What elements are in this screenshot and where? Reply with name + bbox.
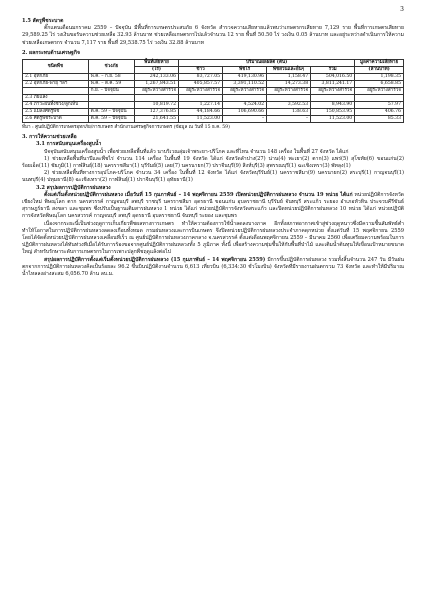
cell: 138.63: [267, 109, 311, 116]
table-row: [23, 109, 404, 116]
section-2-title: 2. ผลกระทบด้านเศรษฐกิจ: [22, 49, 80, 56]
cell: 2.1 อุทกภัย: [23, 74, 89, 81]
unit-total: รวม: [311, 67, 355, 74]
cell: 2.3 ภัยแล้ง: [23, 95, 89, 102]
cell: พ.ค. – ต.ค. 59: [88, 81, 134, 88]
cell: 8,943.90: [311, 102, 355, 109]
table-row: [23, 95, 404, 102]
section-3-1-item-1: 1) ช่วยเหลือพื้นที่นาปีและพืชไร่ จำนวน 114 เครื่อง ในพื้นที่ 19 จังหวัด ได้แก่ จังหวัดลำปาง(27) น่าน(4) พะเยา(2) ตาก(3) แพร่(5) สุโขทัย(6) ขอนแก่น(2) ร้อยเอ็ด(11) ชัยภูมิ(1) กาฬสินธุ์(18) นครราชสีมา(1) บุรีรัมย์(5) เลย(7) นครนายก(7) ปราจีนบุรี(9) สิงห์บุรี(3) สุพรรณบุรี(1) ฉะเชิงเทรา(3) พัทลุง(1): [22, 155, 404, 170]
section-3-1-paragraph: ปัจจุบันสนับสนุนเครื่องสูบน้ำ เพื่อช่วยเหลือพื้นที่แล้ว นาบริเวณลุ่มเจ้าพระยา-ปริโภค และที่ไหน จำนวน 148 เครื่อง ในพื้นที่ 27 จังหวัด ได้แก่: [44, 148, 349, 155]
cell: อยู่ระหว่างสำรวจ: [267, 88, 311, 95]
cell: –: [267, 116, 311, 123]
cell: ต.ค. 59 – ปัจจุบัน: [88, 116, 134, 123]
section-3-2-title: 3.2 สรุปผลการปฏิบัติการฝนหลวง: [36, 184, 111, 191]
cell: ก.ย. – ปัจจุบัน: [88, 88, 134, 95]
cell: 419,130.96: [223, 74, 267, 81]
cell: อยู่ระหว่างสำรวจ: [223, 88, 267, 95]
cell: [88, 102, 134, 109]
cell: พ.ค. – ก.ย. 58: [88, 74, 134, 81]
cell: 2.4 ภาวะฝนทิ้งช่วง/ลูกเห็บ: [23, 102, 89, 109]
header-output: ปริมาณผลผลิต (ตัน): [179, 60, 355, 67]
section-3-2-paragraph-1: [22, 192, 404, 221]
cell: 1,267,843.51: [134, 81, 178, 88]
cell: ต.ค. 59 – ปัจจุบัน: [88, 109, 134, 116]
cell: 406.76: [355, 109, 404, 116]
table-row: [23, 102, 404, 109]
unit-horticulture: พืชสวนและอื่นๆ: [267, 67, 311, 74]
cell: 44,184.66: [179, 109, 223, 116]
cell: [134, 95, 178, 102]
cell: 6,658.85: [355, 81, 404, 88]
section-3-2-paragraph-3: [22, 257, 404, 279]
cell: อยู่ระหว่างสำรวจ: [311, 88, 355, 95]
header-damage-value: มูลค่าความเสียหาย: [355, 60, 404, 67]
table-row: [23, 116, 404, 123]
table-row: [23, 74, 404, 81]
cell: 85.33: [355, 116, 404, 123]
section-3-1-title: 3.1 การสนับสนุนเครื่องสูบน้ำ: [36, 141, 102, 148]
cell: 2.2 อุทกภัย-พายุ ฯลฯ: [23, 81, 89, 88]
cell: 3,592.53: [267, 102, 311, 109]
cell: 106,690.66: [223, 109, 267, 116]
paragraph-3-lead: สรุปผลการปฏิบัติการตั้งแต่เริ่มตั้งหน่วยปฏิบัติการฝนหลวง (15 กุมภาพันธ์ – 14 พฤศจิกายน 2559): [44, 256, 266, 263]
cell: 21,641.55: [134, 116, 178, 123]
cell: [88, 95, 134, 102]
table-row: [23, 81, 404, 88]
cell: 150,853.95: [311, 109, 355, 116]
economic-impact-table: [22, 59, 404, 123]
cell: 504,016.50: [311, 74, 355, 81]
cell: [311, 95, 355, 102]
cell: 1,227.14: [179, 102, 223, 109]
cell: [23, 88, 89, 95]
paragraph-3-body: มีการขึ้นปฏิบัติการฝนหลวง รวมทั้งสิ้นจำนวน 247 วัน มีวันฝนตกจากการปฏิบัติการฝนหลวงคิดเป็นร้อยละ 96.2 ขึ้นบินปฏิบัติงานจำนวน 6,613 เที่ยวบิน (6,334:30 ชั่วโมงบิน) จังหวัดที่มีรายงานฝนตกรวม 73 จังหวัด และทำให้มีปริมาณน้ำไหลลงอ่างสะสม 6,056.70 ล้าน ลบ.ม.: [22, 256, 405, 278]
cell: [267, 95, 311, 102]
cell: 2.6 ศัตรูพืชระบาด: [23, 116, 89, 123]
unit-value: (ล้านบาท): [355, 67, 404, 74]
page-number: 3: [400, 6, 404, 13]
cell: 1,198.35: [355, 74, 404, 81]
header-crop-type: ชนิดพืช: [23, 60, 89, 74]
header-damaged-area: พื้นที่เสียหาย: [134, 60, 178, 67]
cell: 405,857.57: [179, 81, 223, 88]
cell: 1,158.47: [267, 74, 311, 81]
section-3-1-item-2: 2) ช่วยเหลือพื้นที่ทางการอุปโภค-บริโภค จำนวน 34 เครื่อง ในพื้นที่ 12 จังหวัด ได้แก่ จังหวัดบุรีรัมย์(1) นครราชสีมา(9) นครนายก(2) สระบุรี(1) กาญจนบุรี(1) นนทบุรี(4) ปทุมธานี(8) ฉะเชิงเทรา(2) กาฬสินธุ์(1) ปราจีนบุรี(1) อุทัยธานี(1): [22, 170, 404, 184]
table-source-note: ที่มา : ศูนย์ปฏิบัติการเกษตรอุทกภัย/การเกษตร สำนักงานเศรษฐกิจการเกษตร (ข้อมูล ณ วันที่ 15 ธ.ค. 59): [22, 125, 230, 131]
cell: [355, 95, 404, 102]
cell: [223, 95, 267, 102]
cell: 242,133.06: [134, 74, 178, 81]
cell: 4,524.02: [223, 102, 267, 109]
table-row: [23, 88, 404, 95]
cell: 3,811,241.17: [311, 81, 355, 88]
cell: –: [223, 116, 267, 123]
unit-area: (ไร่): [134, 67, 178, 74]
section-1-5-title: 1.5 สัตรูพืชระบาด: [22, 18, 64, 24]
cell: 11,523.00: [179, 116, 223, 123]
section-1-5-paragraph: ตั๊กแตนเดือนมกราคม 2559 – ปัจจุบัน มีพื้นที่การเกษตรประสบภัย 6 จังหวัด สำรวจความเสียหายแล้วพบว่าเกษตรกรเสียหาย 7,129 ราย พื้นที่การเกษตรเสียหาย 29,589.25 ไร่ วงเงินขอรับความช่วยเหลือ 32.93 ล้านบาท ช่วยเหลือเกษตรกรไปแล้วจำนวน 12 ราย พื้นที่ 50.50 ไร่ วงเงิน 0.05 ล้านบาท และอยู่ระหว่างดำเนินการให้ความช่วยเหลือเกษตรกร จำนวน 7,117 ราย พื้นที่ 29,538.75 ไร่ วงเงิน 32.88 ล้านบาท: [22, 25, 404, 46]
cell: 57.97: [355, 102, 404, 109]
cell: อยู่ระหว่างสำรวจ: [134, 88, 178, 95]
section-3-2-paragraph-2: เนื่องจากระยะนี้เป็นช่วงฤดูการเก็บเกี่ยวพืชผลทางการเกษตร ทำให้ความต้องการใช้น้ำลดลงบางภาค อีกทั้งสภาพอากาศเข้าสู่ช่วงฤดูหนาวซึ่งมีความชื้นสัมพัทธ์ต่ำ ทำให้โอกาสในการปฏิบัติการฝนหลวงลดลงเกือบทั้งหมด กรมฝนหลวงและการบินเกษตร จึงปิดหน่วยปฏิบัติการฝนหลวงประจำภาคดุกหน่วย ตั้งแต่วันที่ 15 พฤศจิกายน 2559 โดยได้จัดตั้งหน่วยปฏิบัติการฝนหลวงเคลื่อนที่เร็ว ณ ศูนย์ปฏิบัติการฝนหลวงภาคกลาง จ.นครสวรรค์ ตั้งแต่เดือนพฤศจิกายน 2559 – มีนาคม 2560 เพื่อเตรียมความพร้อมในการปฏิบัติการฝนหลวงได้ทันท่วงทีเมื่อได้รับการร้องขอจากศูนย์ปฏิบัติการฝนหลวงทั้ง 5 ภูมิภาค ทั้งนี้ เพื่อสร้างความชุ่มชื้นให้กับพื้นที่ป่าไม้ และเติมน้ำต้นทุนให้เขื่อนเป้าหมายขนาดใหญ่ สำหรับรักษาระดับการเกษตรกรในการเพาะปลูกพืชฤดูแล้งต่อไป: [22, 220, 404, 256]
cell: 11,523.00: [311, 116, 355, 123]
paragraph-1-lead: ตั้งแต่เริ่มตั้งหน่วยปฏิบัติการฝนหลวง เมื่อวันที่ 15 กุมภาพันธ์ – 14 พฤศจิกายน 2559 เปิดหน่วยปฏิบัติการฝนหลวง จำนวน 19 หน่วย ได้แก่: [44, 191, 353, 198]
cell: 14,273.38: [267, 81, 311, 88]
header-period: ช่วงภัย: [88, 60, 134, 74]
unit-rice: ข้าว: [179, 67, 223, 74]
cell: 83,727.05: [179, 74, 223, 81]
cell: 3,391,110.52: [223, 81, 267, 88]
section-3-title: 3. การให้ความช่วยเหลือ: [22, 134, 77, 141]
unit-field-crops: พืชไร่: [223, 67, 267, 74]
paragraph-1-body: หน่วยปฏิบัติการจังหวัดเชียงใหม่ พิษณุโลก ตาก นครสวรรค์ กาญจนบุรี ลพบุรี ราชบุรี นครราชสีมา อุดรธานี ขอนแก่น อุบลราชธานี บุรีรัมย์ จันทบุรี สระแก้ว ระยอง อำเภอหัวหิน ประจวบคีรีขันธ์ สุราษฎร์ธานี สงขลา และชุมพร ซึ่งปรับเป็นฐานเติมสารฝนหลวง 1 หน่วย ได้แก่ หน่วยปฏิบัติการจังหวัดสระแก้ว และปิดหน่วยปฏิบัติการฝนหลวง 10 หน่วย ได้แก่ หน่วยปฏิบัติการจังหวัดพิษณุโลก นครสวรรค์ กาญจนบุรี ลพบุรี อุดรธานี อุบลราชธานี จันทบุรี ระยอง และชุมพร: [22, 191, 404, 220]
cell: 127,376.85: [134, 109, 178, 116]
cell: อยู่ระหว่างสำรวจ: [355, 88, 404, 95]
cell: 10,819.72: [134, 102, 178, 109]
cell: 2.5 แมลงศัตรูพืช: [23, 109, 89, 116]
cell: อยู่ระหว่างสำรวจ: [179, 88, 223, 95]
cell: [179, 95, 223, 102]
